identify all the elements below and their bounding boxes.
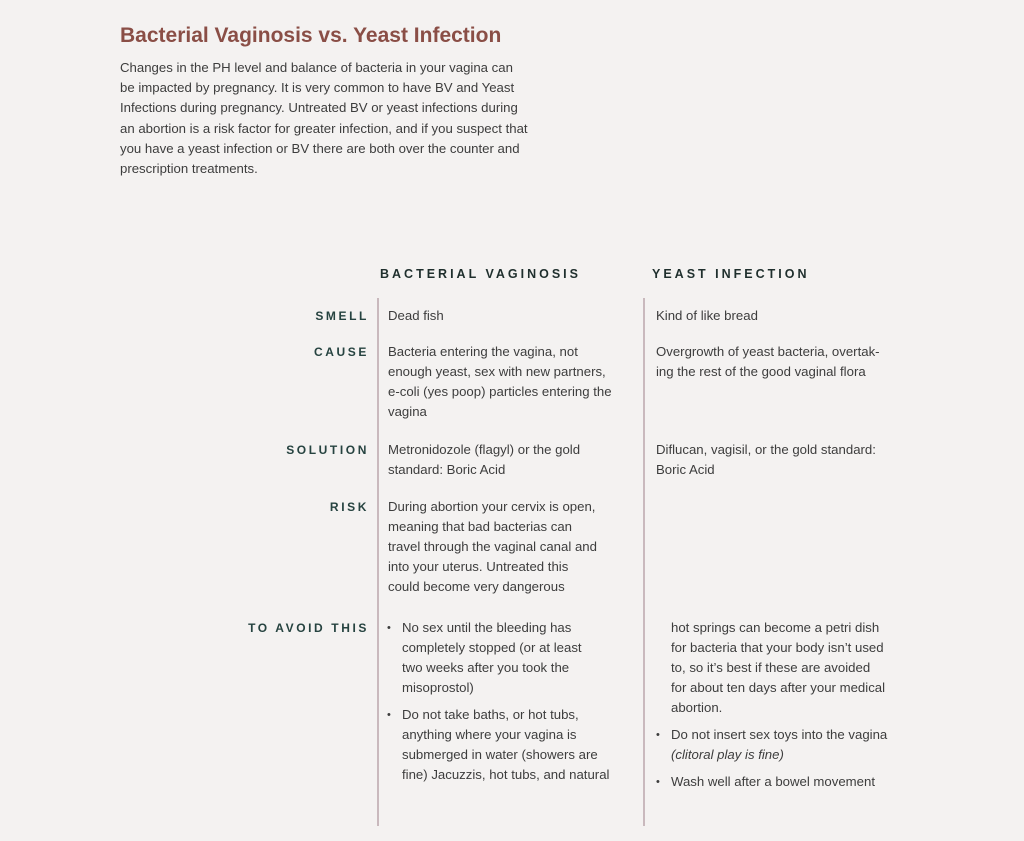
cell-line: two weeks after you took the	[402, 660, 570, 675]
list-item	[387, 618, 627, 698]
row-label-cause: CAUSE	[313, 345, 369, 359]
cell-line: completely stopped (or at least	[402, 640, 582, 655]
intro-line: Infections during pregnancy. Untreated BV or yeast infections during	[120, 100, 518, 116]
row-label-avoid: TO AVOID THIS	[248, 621, 369, 635]
bullet-icon: •	[387, 709, 391, 721]
cell-line: misoprostol)	[402, 680, 474, 695]
cell-line: abortion.	[671, 700, 723, 715]
cell-line: ing the rest of the good vaginal flora	[656, 364, 866, 379]
intro-line: prescription treatments.	[120, 161, 258, 177]
page-title: Bacterial Vaginosis vs. Yeast Infection	[120, 24, 502, 47]
avoid-list-yeast	[656, 725, 916, 792]
cell-line: vagina	[388, 404, 427, 419]
cell-avoid-bv	[387, 618, 627, 785]
row-label-solution: SOLUTION	[286, 443, 369, 457]
cell-avoid-yeast	[656, 618, 916, 792]
cell-line: Dead fish	[388, 308, 444, 323]
intro-line: be impacted by pregnancy. It is very common to have BV and Yeast	[120, 80, 515, 96]
cell-line: Diflucan, vagisil, or the gold standard:	[656, 442, 876, 457]
cell-line: During abortion your cervix is open,	[388, 499, 596, 514]
avoid-list-bv	[387, 618, 627, 785]
column-header-bv: BACTERIAL VAGINOSIS	[380, 267, 581, 281]
row-label-risk: RISK	[329, 500, 369, 514]
cell-line: fine) Jacuzzis, hot tubs, and natural	[402, 767, 610, 782]
cell-line: for about ten days after your medical	[671, 680, 886, 695]
cell-line: meaning that bad bacterias can	[388, 519, 573, 534]
bullet-icon: •	[656, 776, 660, 788]
cell-solution-yeast	[656, 440, 906, 480]
intro-line: an abortion is a risk factor for greater infection, and if you suspect that	[120, 120, 528, 136]
intro-line: Changes in the PH level and balance of bacteria in your vagina can	[120, 60, 513, 75]
cell-line: hot springs can become a petri dish	[671, 620, 880, 635]
cell-line: Boric Acid	[656, 462, 715, 477]
cell-line: submerged in water (showers are	[402, 747, 598, 762]
bullet-icon: •	[656, 729, 660, 741]
divider-line-yeast	[643, 298, 645, 826]
cell-smell-yeast	[656, 306, 906, 326]
cell-line: Overgrowth of yeast bacteria, overtak-	[656, 344, 880, 359]
row-label-smell: SMELL	[315, 309, 369, 323]
cell-cause-yeast	[656, 342, 906, 382]
cell-line: to, so it’s best if these are avoided	[671, 660, 871, 675]
list-item	[387, 705, 627, 785]
bullet-icon: •	[387, 622, 391, 634]
divider-line-bv	[377, 298, 379, 826]
cell-note: (clitoral play is fine)	[671, 747, 784, 762]
column-header-yeast: YEAST INFECTION	[652, 267, 810, 281]
cell-risk-bv	[388, 497, 633, 597]
cell-line: No sex until the bleeding has	[402, 620, 572, 635]
cell-line: for bacteria that your body isn’t used	[671, 640, 884, 655]
cell-solution-bv	[388, 440, 633, 480]
cell-line: Metronidozole (flagyl) or the gold	[388, 442, 581, 457]
cell-line: standard: Boric Acid	[388, 462, 506, 477]
cell-line: Kind of like bread	[656, 308, 758, 323]
cell-line: Do not insert sex toys into the vagina	[671, 727, 888, 742]
cell-smell-bv	[388, 306, 633, 326]
cell-line: into your uterus. Untreated this	[388, 559, 569, 574]
cell-line: anything where your vagina is	[402, 727, 577, 742]
list-item	[656, 725, 916, 765]
intro-paragraph	[120, 58, 590, 179]
cell-line: e-coli (yes poop) particles entering the	[388, 384, 612, 399]
cell-line: travel through the vaginal canal and	[388, 539, 597, 554]
cell-line: Do not take baths, or hot tubs,	[402, 707, 579, 722]
cell-line: Bacteria entering the vagina, not	[388, 344, 578, 359]
cell-line: could become very dangerous	[388, 579, 565, 594]
intro-line: you have a yeast infection or BV there are both over the counter and	[120, 140, 520, 156]
cell-cause-bv	[388, 342, 633, 422]
cell-line: enough yeast, sex with new partners,	[388, 364, 606, 379]
avoid-continuation	[656, 618, 916, 718]
cell-line: Wash well after a bowel movement	[671, 774, 876, 789]
list-item	[656, 772, 916, 792]
